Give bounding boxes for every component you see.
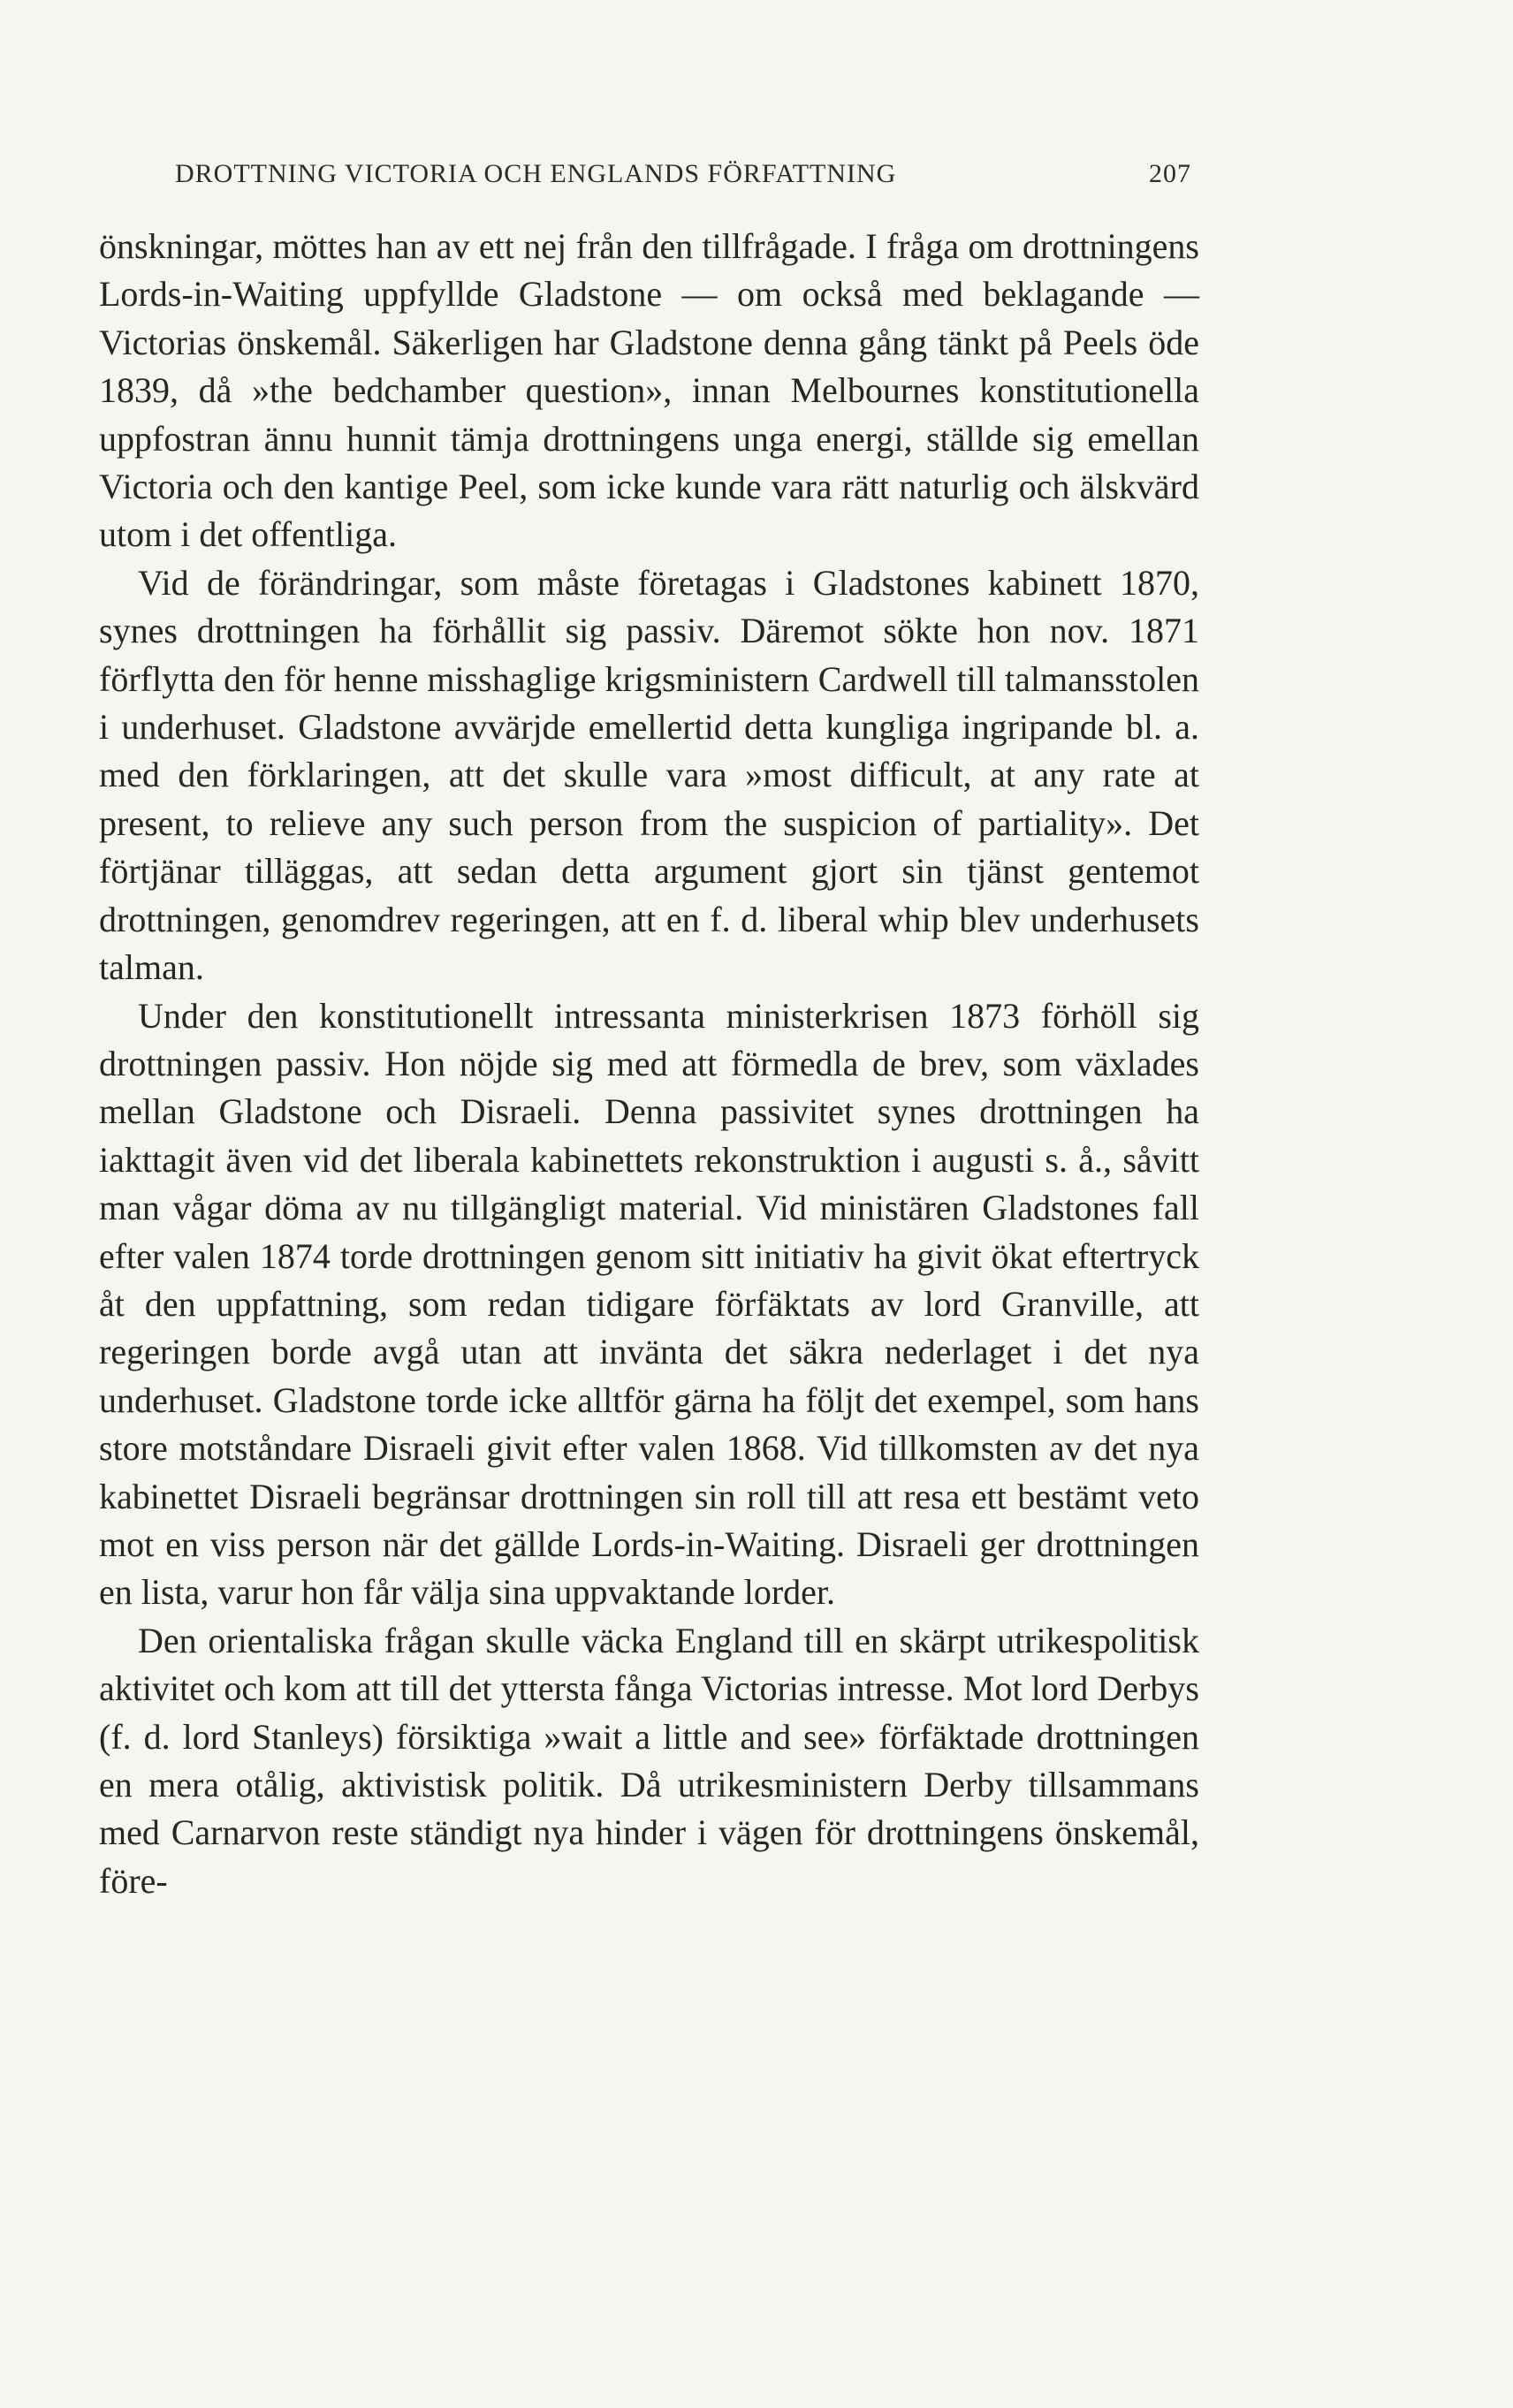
paragraph: Under den konstitutionellt intressanta ministerkrisen 1873 förhöll sig drottningen passiv. Hon nöjde sig med att förmedla de brev, som växlades mellan Gladstone och Disraeli. Denna passivitet synes drottningen ha iakttagit även vid det liberala kabinettets rekonstruktion i augusti s. å., såvitt man vågar döma av nu tillgängligt material. Vid ministären Gladstones fall efter valen 1874 torde drottningen genom sitt initiativ ha givit ökat eftertryck åt den uppfattning, som redan tidigare förfäktats av lord Granville, att regeringen borde avgå utan att invänta det säkra nederlaget i det nya underhuset. Gladstone torde icke alltför gärna ha följt det exempel, som hans store motståndare Disraeli givit efter valen 1868. Vid tillkomsten av det nya kabinettet Disraeli begränsar drottningen sin roll till att resa ett bestämt veto mot en viss person när det gällde Lords-in-Waiting. Disraeli ger drottningen en lista, varur hon får välja sina uppvaktande lorder. — [99, 995, 1199, 1613]
paragraph: önskningar, möttes han av ett nej från den tillfrågade. I fråga om drottningens Lords-in-Waiting uppfyllde Gladstone — om också med beklagande — Victorias önskemål. Säkerligen har Gladstone denna gång tänkt på Peels öde 1839, då »the bedchamber question», innan Melbournes konstitutionella uppfostran ännu hunnit tämja drottningens unga energi, ställde sig emellan Victoria och den kantige Peel, som icke kunde vara rätt naturlig och älskvärd utom i det offentliga. — [99, 226, 1199, 555]
paragraph: Vid de förändringar, som måste företagas i Gladstones kabinett 1870, synes drottningen ha förhållit sig passiv. Däremot sökte hon nov. 1871 förflytta den för henne misshaglige krigsministern Cardwell till talmansstolen i underhuset. Gladstone avvärjde emellertid detta kungliga ingripande bl. a. med den förklaringen, att det skulle vara »most difficult, at any rate at present, to relieve any such person from the suspicion of partiality». Det förtjänar tilläggas, att sedan detta argument gjort sin tjänst gentemot drottningen, genomdrev regeringen, att en f. d. liberal whip blev underhusets talman. — [99, 562, 1199, 988]
page-header — [175, 159, 1191, 203]
paragraph: Den orientaliska frågan skulle väcka England till en skärpt utrikespolitisk aktivitet och kom att till det yttersta fånga Victorias intresse. Mot lord Derbys (f. d. lord Stanleys) försiktiga »wait a little and see» förfäktade drottningen en mera otålig, aktivistisk politik. Då utrikesministern Derby tillsammans med Carnarvon reste ständigt nya hinder i vägen för drottningens önskemål, före- — [99, 1620, 1199, 1901]
page-number: 207 — [1149, 159, 1191, 188]
running-title: DROTTNING VICTORIA OCH ENGLANDS FÖRFATTNING — [175, 159, 897, 188]
body-text — [99, 223, 1199, 1905]
